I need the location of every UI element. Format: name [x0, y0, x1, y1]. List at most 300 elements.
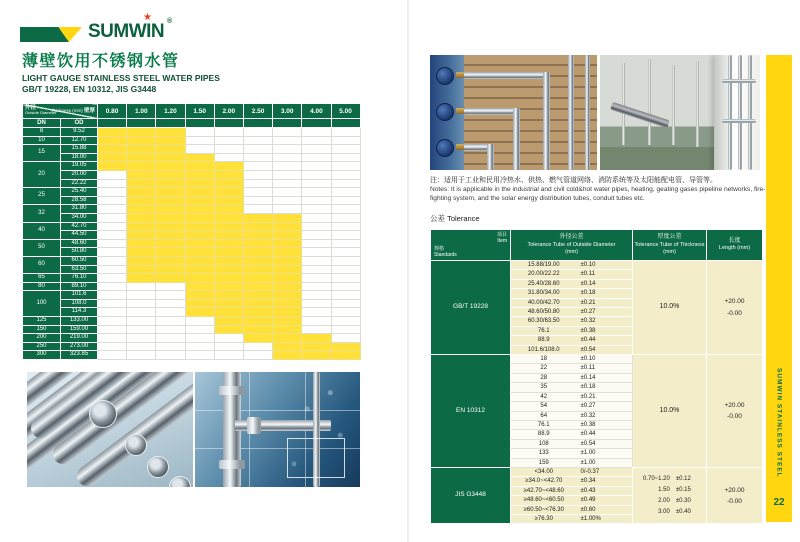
unavailable-cell — [214, 351, 243, 360]
od-tolerance-cell — [511, 430, 633, 439]
available-cell — [127, 256, 156, 265]
od-tolerance-pair — [511, 487, 632, 495]
unavailable-cell — [302, 136, 331, 145]
od-tolerance-value: ±0.44 — [580, 431, 596, 438]
unavailable-cell — [214, 136, 243, 145]
brass-fitting — [456, 144, 464, 150]
available-cell — [214, 196, 243, 205]
available-cell — [185, 179, 214, 188]
steel-tubes-photo — [27, 372, 193, 487]
tolerance-header-row — [431, 230, 763, 261]
size-row — [23, 282, 361, 291]
available-cell — [273, 222, 302, 231]
star-icon: ★ — [143, 12, 152, 23]
od-cell: 219.00 — [61, 334, 98, 343]
thickness-tolerance-cell: 10.0% — [633, 261, 707, 355]
available-cell — [302, 342, 331, 351]
unavailable-cell — [302, 282, 331, 291]
od-cell: 89.10 — [61, 282, 98, 291]
available-cell — [185, 239, 214, 248]
thickness-pair — [633, 474, 706, 485]
unavailable-cell — [98, 334, 127, 343]
corner-cn: 外径 — [25, 105, 37, 111]
od-tolerance-cell — [511, 458, 633, 467]
od-tolerance-value: ±1.00% — [580, 515, 601, 522]
od-tolerance-value: ±0.38 — [580, 421, 596, 428]
size-row — [23, 179, 361, 188]
column-pipe-bend — [722, 119, 756, 123]
available-cell — [214, 205, 243, 214]
unavailable-cell — [331, 179, 360, 188]
tee-fitting — [247, 417, 261, 434]
available-cell — [243, 248, 272, 257]
od-tolerance-value: ±0.11 — [580, 365, 596, 372]
od-tolerance-cell — [511, 420, 633, 429]
unavailable-cell — [243, 342, 272, 351]
od-cell: 25.40 — [61, 188, 98, 197]
available-cell — [214, 291, 243, 300]
page-title-cn: 薄壁饮用不锈钢水管 — [22, 53, 180, 70]
available-cell — [185, 256, 214, 265]
available-cell — [127, 222, 156, 231]
size-row — [23, 136, 361, 145]
od-tolerance-value: ±0.54 — [580, 346, 596, 353]
od-value: 25.40/28.60 — [527, 280, 560, 287]
unavailable-cell — [98, 256, 127, 265]
od-tolerance-cell — [511, 317, 633, 326]
unavailable-cell — [273, 196, 302, 205]
available-cell — [273, 308, 302, 317]
page-number: 22 — [773, 497, 785, 508]
od-tolerance-value: ±0.18 — [580, 290, 596, 297]
od-value: <34.00 — [534, 468, 554, 475]
od-tolerance-value: ±0.21 — [580, 299, 596, 306]
available-cell — [185, 265, 214, 274]
unavailable-cell — [273, 188, 302, 197]
available-cell — [243, 213, 272, 222]
available-cell — [273, 291, 302, 300]
size-row — [23, 265, 361, 274]
available-cell — [243, 325, 272, 334]
thickness-pair — [633, 507, 706, 518]
thickness-tolerance-value: ±0.15 — [675, 486, 691, 493]
length-header — [707, 230, 763, 261]
unavailable-cell — [302, 188, 331, 197]
item-en: Item — [497, 238, 507, 244]
od-tolerance-pair — [511, 364, 632, 372]
brand-name: SUMWIN — [88, 21, 165, 42]
od-tolerance-pair — [511, 327, 632, 335]
available-cell — [243, 222, 272, 231]
corner-en: Outside Diameter — [25, 110, 57, 115]
available-cell — [156, 188, 185, 197]
thickness-value: 0.70~1.20 — [642, 475, 670, 482]
available-cell — [156, 274, 185, 283]
available-cell — [273, 334, 302, 343]
unavailable-cell — [127, 291, 156, 300]
od-tolerance-cell — [511, 496, 633, 505]
unavailable-cell — [243, 196, 272, 205]
thickness-col-header: 1.50 — [185, 104, 214, 119]
od-tolerance-value: ±1.00 — [580, 450, 596, 457]
unavailable-cell — [98, 231, 127, 240]
unavailable-cell — [302, 325, 331, 334]
od-header: OD — [61, 119, 98, 128]
available-cell — [185, 231, 214, 240]
standard-cell: EN 10312 — [431, 355, 511, 468]
thickness-col-header: 2.00 — [214, 104, 243, 119]
unavailable-cell — [331, 231, 360, 240]
unavailable-cell — [302, 299, 331, 308]
unavailable-cell — [302, 308, 331, 317]
size-row — [23, 170, 361, 179]
available-cell — [127, 162, 156, 171]
od-tolerance-cell — [511, 383, 633, 392]
od-tolerance-cell — [511, 308, 633, 317]
available-cell — [243, 308, 272, 317]
thickness-value: 3.00 — [658, 508, 670, 515]
unavailable-cell — [214, 153, 243, 162]
thickness-col-spacer — [331, 119, 360, 128]
od-tolerance-pair — [511, 280, 632, 288]
available-cell — [127, 153, 156, 162]
unavailable-cell — [98, 248, 127, 257]
od-tolerance-cell — [511, 279, 633, 288]
size-row — [23, 128, 361, 137]
od-value: 28 — [540, 374, 548, 381]
unavailable-cell — [331, 256, 360, 265]
dn-cell: 10 — [23, 136, 61, 145]
dn-cell: 80 — [23, 282, 61, 291]
unavailable-cell — [156, 308, 185, 317]
od-tolerance-value: ±0.10 — [580, 262, 596, 268]
od-tolerance-value: ±0.32 — [580, 412, 596, 419]
available-cell — [273, 342, 302, 351]
available-cell — [156, 136, 185, 145]
unavailable-cell — [98, 325, 127, 334]
od-tolerance-pair — [511, 346, 632, 354]
standard-cell: JIS G3448 — [431, 467, 511, 523]
available-cell — [214, 213, 243, 222]
pipe-fitting-photo — [195, 372, 360, 487]
available-cell — [243, 274, 272, 283]
unavailable-cell — [331, 222, 360, 231]
dn-cell: 250 — [23, 342, 61, 351]
unavailable-cell — [156, 342, 185, 351]
unavailable-cell — [243, 351, 272, 360]
od-header-cn: 外径公差 — [559, 234, 584, 241]
white-column — [714, 55, 760, 170]
size-table-corner-cell — [23, 104, 98, 119]
od-tolerance-pair — [511, 421, 632, 429]
available-cell — [127, 265, 156, 274]
od-cell: 20.00 — [61, 170, 98, 179]
unavailable-cell — [243, 179, 272, 188]
unavailable-cell — [156, 317, 185, 326]
unavailable-cell — [302, 162, 331, 171]
thickness-col-header: 1.20 — [156, 104, 185, 119]
thickness-tolerance-cell: 10.0% — [633, 355, 707, 468]
length-cell — [707, 355, 763, 468]
available-cell — [331, 351, 360, 360]
available-cell — [98, 136, 127, 145]
od-cell: 31.80 — [61, 205, 98, 214]
size-row — [23, 188, 361, 197]
unavailable-cell — [331, 153, 360, 162]
od-tolerance-cell — [511, 373, 633, 382]
od-cell: 9.52 — [61, 128, 98, 137]
unavailable-cell — [98, 282, 127, 291]
brand-logo — [20, 27, 82, 42]
dn-cell: 32 — [23, 205, 61, 222]
od-cell: 22.22 — [61, 179, 98, 188]
unavailable-cell — [302, 196, 331, 205]
available-cell — [273, 213, 302, 222]
size-row — [23, 342, 361, 351]
vertical-pipe — [585, 55, 590, 170]
available-cell — [185, 291, 214, 300]
od-tolerance-pair — [511, 468, 632, 476]
available-cell — [214, 282, 243, 291]
unavailable-cell — [273, 128, 302, 137]
unavailable-cell — [302, 317, 331, 326]
thickness-col-header: 2.50 — [243, 104, 272, 119]
od-value: 64 — [540, 412, 548, 419]
od-tolerance-cell — [511, 411, 633, 420]
od-tolerance-value: ±0.14 — [580, 280, 596, 287]
unavailable-cell — [331, 265, 360, 274]
unavailable-cell — [331, 196, 360, 205]
unavailable-cell — [331, 282, 360, 291]
od-cell: 63.50 — [61, 265, 98, 274]
unavailable-cell — [214, 342, 243, 351]
od-tolerance-cell — [511, 467, 633, 476]
tolerance-table — [430, 229, 762, 524]
water-meter — [436, 103, 454, 121]
unavailable-cell — [98, 342, 127, 351]
available-cell — [273, 256, 302, 265]
od-tolerance-value: ±0.11 — [580, 271, 596, 278]
od-tolerance-pair — [511, 515, 632, 523]
unavailable-cell — [331, 317, 360, 326]
od-tolerance-cell — [511, 486, 633, 495]
unavailable-cell — [243, 188, 272, 197]
page-edge-tab — [766, 55, 792, 522]
od-tolerance-value: ±1.00 — [580, 459, 596, 466]
available-cell — [243, 231, 272, 240]
unavailable-cell — [185, 128, 214, 137]
unavailable-cell — [185, 136, 214, 145]
unavailable-cell — [302, 179, 331, 188]
od-tolerance-pair — [511, 440, 632, 448]
thk-header-cn: 厚度公差 — [657, 234, 682, 241]
unavailable-cell — [331, 248, 360, 257]
od-tolerance-cell — [511, 261, 633, 270]
length-minus: -0.00 — [727, 309, 742, 317]
available-cell — [214, 239, 243, 248]
thickness-col-header: 4.00 — [302, 104, 331, 119]
od-tolerance-pair — [511, 402, 632, 410]
available-cell — [127, 145, 156, 154]
od-tolerance-value: ±0.10 — [580, 356, 596, 363]
od-header-en: Tolerance Tube of Outside Diameter — [527, 241, 616, 248]
size-row — [23, 325, 361, 334]
available-cell — [156, 213, 185, 222]
od-tolerance-value: ±0.43 — [580, 487, 596, 494]
standards-cn: 规格 — [434, 246, 445, 252]
od-tolerance-pair — [511, 412, 632, 420]
size-row — [23, 274, 361, 283]
available-cell — [98, 153, 127, 162]
available-cell — [273, 248, 302, 257]
water-meter — [436, 67, 454, 85]
unavailable-cell — [331, 136, 360, 145]
thickness-tolerance-cell — [633, 467, 707, 523]
available-cell — [185, 188, 214, 197]
standard-cell: GB/T 19228 — [431, 261, 511, 355]
od-cell: 42.70 — [61, 222, 98, 231]
dn-cell: 50 — [23, 239, 61, 256]
od-value: ≥48.60~<60.50 — [523, 497, 564, 504]
od-cell: 108.0 — [61, 299, 98, 308]
unavailable-cell — [156, 351, 185, 360]
available-cell — [156, 145, 185, 154]
od-tolerance-value: ±0.44 — [580, 337, 596, 344]
installation-photo-brick-wall — [430, 55, 597, 170]
size-row — [23, 153, 361, 162]
od-tolerance-value: ±0.60 — [580, 506, 596, 513]
od-tolerance-pair — [511, 449, 632, 457]
available-cell — [214, 317, 243, 326]
page-title-standards: GB/T 19228, EN 10312, JIS G3448 — [22, 84, 157, 94]
unavailable-cell — [273, 136, 302, 145]
unavailable-cell — [331, 188, 360, 197]
thickness-col-spacer — [273, 119, 302, 128]
unavailable-cell — [302, 256, 331, 265]
od-value: 20.00/22.22 — [527, 271, 560, 278]
available-cell — [127, 231, 156, 240]
od-cell: 28.58 — [61, 196, 98, 205]
standards-label — [434, 246, 457, 258]
grid-line — [195, 410, 360, 411]
available-cell — [185, 205, 214, 214]
unavailable-cell — [156, 334, 185, 343]
od-tolerance-pair — [511, 355, 632, 363]
od-cell: 323.85 — [61, 351, 98, 360]
size-row — [23, 222, 361, 231]
available-cell — [214, 325, 243, 334]
notes-english: Notes: It is applicable in the industrial and civil cold&hot water pipes, heating, geating gases pipeline networks, fire-fighting system, and the solar energy distribution tubes, conduit tubes etc. — [430, 186, 766, 202]
od-tolerance-value: ±0.32 — [580, 318, 596, 325]
od-value: 76.1 — [537, 327, 550, 334]
od-tolerance-value: ±0.34 — [580, 478, 596, 485]
unavailable-cell — [331, 291, 360, 300]
available-cell — [156, 179, 185, 188]
thickness-tolerance-value: ±0.12 — [675, 475, 691, 482]
od-header-unit: (mm) — [565, 248, 578, 255]
available-cell — [185, 308, 214, 317]
available-cell — [127, 128, 156, 137]
column-pipe — [728, 55, 732, 170]
available-cell — [243, 282, 272, 291]
unavailable-cell — [98, 317, 127, 326]
available-cell — [243, 299, 272, 308]
thickness-label — [51, 106, 95, 114]
length-cell — [707, 467, 763, 523]
dn-cell: 40 — [23, 222, 61, 239]
available-cell — [273, 351, 302, 360]
od-tolerance-cell — [511, 364, 633, 373]
od-tolerance-value: ±0.14 — [580, 374, 596, 381]
thk-header-unit: (mm) — [663, 248, 676, 255]
tolerance-section-title: 公差 Tolerance — [430, 214, 480, 223]
available-cell — [185, 162, 214, 171]
thickness-col-spacer — [98, 119, 127, 128]
unavailable-cell — [98, 179, 127, 188]
dn-cell: 20 — [23, 162, 61, 188]
available-cell — [127, 196, 156, 205]
od-tolerance-cell — [511, 439, 633, 448]
thickness-col-spacer — [185, 119, 214, 128]
unavailable-cell — [273, 162, 302, 171]
unavailable-cell — [331, 334, 360, 343]
edge-tab-text: SUMWIN STAINLESS STEEL — [775, 368, 783, 478]
unavailable-cell — [302, 239, 331, 248]
unavailable-cell — [243, 128, 272, 137]
len-header-en: Length (mm) — [718, 245, 751, 252]
od-tolerance-cell — [511, 477, 633, 486]
od-tolerance-value: 0/-0.37 — [580, 468, 600, 475]
unavailable-cell — [273, 179, 302, 188]
size-table-header-row — [23, 104, 361, 119]
unavailable-cell — [98, 299, 127, 308]
size-row — [23, 162, 361, 171]
od-tolerance-pair — [511, 506, 632, 514]
unavailable-cell — [243, 153, 272, 162]
thin-pipe — [672, 65, 675, 145]
available-cell — [302, 334, 331, 343]
thickness-col-spacer — [214, 119, 243, 128]
column-pipe-bend — [722, 79, 756, 83]
available-cell — [302, 351, 331, 360]
dn-cell: 300 — [23, 351, 61, 360]
unavailable-cell — [214, 334, 243, 343]
od-value: 31.80/34.00 — [527, 290, 560, 297]
available-cell — [214, 179, 243, 188]
unavailable-cell — [302, 274, 331, 283]
unavailable-cell — [98, 274, 127, 283]
od-tolerance-pair — [511, 289, 632, 297]
standards-item-corner-cell — [431, 230, 511, 261]
available-cell — [127, 248, 156, 257]
od-tolerance-value: ±0.54 — [580, 440, 596, 447]
unavailable-cell — [273, 170, 302, 179]
length-plus: +20.00 — [724, 401, 745, 409]
unavailable-cell — [331, 162, 360, 171]
od-value: 48.60/50.80 — [527, 309, 560, 316]
available-cell — [156, 153, 185, 162]
pipe-coupling — [219, 386, 245, 395]
unavailable-cell — [185, 325, 214, 334]
unavailable-cell — [302, 265, 331, 274]
unavailable-cell — [302, 222, 331, 231]
unavailable-cell — [98, 196, 127, 205]
od-value: ≥34.0~<42.70 — [525, 478, 563, 485]
od-cell: 15.88 — [61, 145, 98, 154]
unavailable-cell — [127, 299, 156, 308]
available-cell — [127, 170, 156, 179]
horizontal-pipe — [464, 108, 520, 115]
